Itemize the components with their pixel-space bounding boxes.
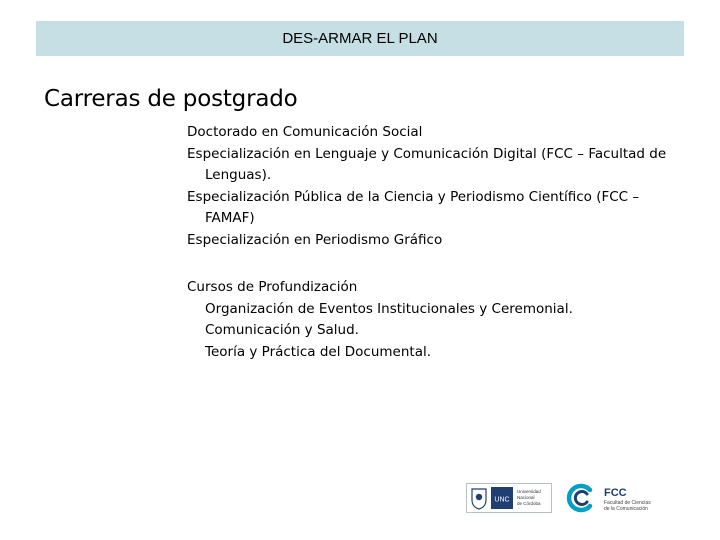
header-title: DES-ARMAR EL PLAN — [282, 30, 438, 47]
course-item: Organización de Eventos Institucionales y Ceremonial. — [205, 300, 573, 317]
unc-shield-icon — [472, 489, 486, 509]
program-item: Especialización Pública de la Ciencia y Periodismo Científico (FCC – FAMAF) — [187, 188, 640, 226]
logos-area — [466, 482, 686, 514]
course-item: Teoría y Práctica del Documental. — [205, 343, 432, 360]
svg-text:Nacional: Nacional — [517, 495, 535, 500]
program-item: Especialización en Periodismo Gráfico — [187, 231, 443, 248]
page-title: Carreras de postgrado — [44, 86, 298, 112]
header-band — [36, 21, 684, 56]
content-body — [187, 122, 687, 363]
program-item: Especialización en Lenguaje y Comunicación Digital (FCC – Facultad de Lenguas). — [187, 145, 667, 183]
courses-heading: Cursos de Profundización — [187, 279, 358, 295]
unc-logo — [466, 483, 552, 513]
spacer — [187, 251, 687, 277]
svg-text:Universidad: Universidad — [517, 489, 541, 494]
svg-text:UNC: UNC — [494, 496, 510, 504]
svg-text:FCC: FCC — [604, 487, 627, 499]
program-item: Doctorado en Comunicación Social — [187, 124, 423, 140]
fcc-logo — [566, 482, 681, 514]
svg-text:de la Comunicación: de la Comunicación — [604, 506, 648, 512]
svg-text:de Córdoba: de Córdoba — [517, 501, 541, 506]
svg-text:Facultad de Ciencias: Facultad de Ciencias — [604, 500, 651, 506]
fcc-emblem-icon — [569, 486, 590, 510]
course-item: Comunicación y Salud. — [205, 322, 359, 338]
